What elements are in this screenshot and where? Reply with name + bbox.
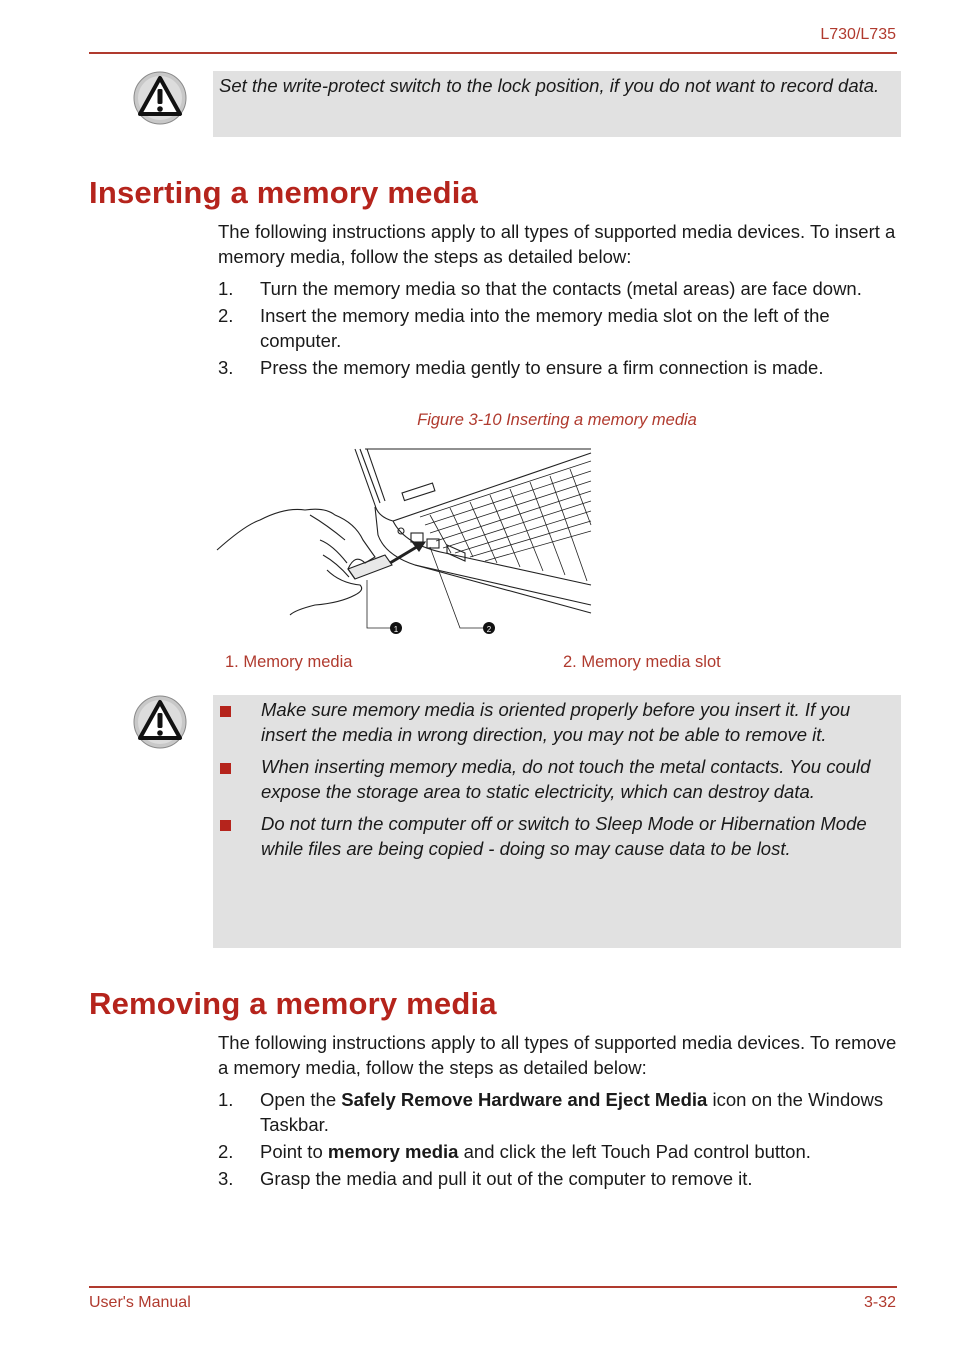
remove-intro: The following instructions apply to all types of supported media devices. To remove a memory media, follow the steps as detailed below: — [218, 1032, 897, 1078]
figure-illustration — [215, 445, 595, 640]
footer-manual-title: User's Manual — [89, 1294, 191, 1311]
step-text: Point to — [260, 1140, 328, 1162]
step-text: icon on the Windows Taskbar. — [260, 1089, 884, 1135]
bullet-square-icon — [220, 706, 231, 717]
warning-item — [213, 755, 881, 804]
step-text: Press the memory media gently to ensure a firm connection is made. — [260, 356, 824, 378]
insert-step — [218, 304, 898, 353]
legend-memory-media-slot: 2. Memory media slot — [563, 653, 721, 671]
warning-item-text: When inserting memory media, do not touch the metal contacts. You could expose the storage area to static electricity, which can destroy data. — [261, 756, 871, 802]
top-note — [213, 71, 901, 137]
step-bold-term: Safely Remove Hardware and Eject Media — [341, 1089, 708, 1110]
bullet-square-icon — [220, 763, 231, 774]
warning-list — [213, 695, 901, 861]
remove-step — [218, 1088, 898, 1137]
insert-step — [218, 356, 898, 381]
step-bold-term: memory media — [327, 1140, 459, 1162]
step-text: Open the — [260, 1089, 342, 1110]
warning-item-text: Make sure memory media is oriented properly before you insert it. If you insert the media in wrong direction, you may not be able to remove it. — [261, 699, 851, 745]
insert-step — [218, 277, 898, 302]
remove-section-title: Removing a memory media — [89, 986, 497, 1021]
figure-caption: Figure 3-10 Inserting a memory media — [417, 411, 697, 429]
step-text: Grasp the media and pull it out of the computer to remove it. — [260, 1167, 753, 1189]
warning-note — [213, 695, 901, 948]
remove-steps — [218, 1088, 898, 1194]
figure-callout-1: 1 — [393, 625, 399, 634]
warning-item — [213, 812, 881, 861]
warning-item-text: Do not turn the computer off or switch to Sleep Mode or Hibernation Mode while files are being copied - doing so may cause data to be lost. — [261, 813, 867, 859]
step-text: and click the left Touch Pad control button. — [458, 1140, 811, 1162]
step-number: 1. — [218, 278, 234, 299]
step-number: 2. — [218, 305, 234, 326]
warning-icon — [132, 694, 188, 750]
step-text: Turn the memory media so that the contacts (metal areas) are face down. — [260, 278, 862, 299]
bullet-square-icon — [220, 820, 231, 831]
step-number: 2. — [218, 1140, 234, 1162]
warning-icon — [132, 70, 188, 126]
insert-section-title: Inserting a memory media — [89, 175, 478, 210]
remove-step — [218, 1140, 898, 1165]
warning-item — [213, 698, 881, 747]
insert-steps — [218, 277, 898, 383]
footer-rule — [89, 1286, 897, 1288]
step-number: 3. — [218, 356, 234, 378]
header-model: L730/L735 — [820, 26, 896, 43]
remove-step — [218, 1167, 898, 1192]
step-number: 3. — [218, 1167, 234, 1189]
legend-memory-media: 1. Memory media — [225, 653, 353, 671]
header-rule — [89, 52, 897, 54]
top-note-text: Set the write-protect switch to the lock position, if you do not want to record data. — [219, 75, 880, 96]
footer-page-number: 3-32 — [863, 1294, 896, 1311]
step-number: 1. — [218, 1089, 234, 1110]
insert-intro: The following instructions apply to all types of supported media devices. To insert a memory media, follow the steps as detailed below: — [218, 221, 896, 267]
figure-callout-2: 2 — [486, 625, 492, 634]
step-text: Insert the memory media into the memory media slot on the left of the computer. — [260, 305, 830, 351]
